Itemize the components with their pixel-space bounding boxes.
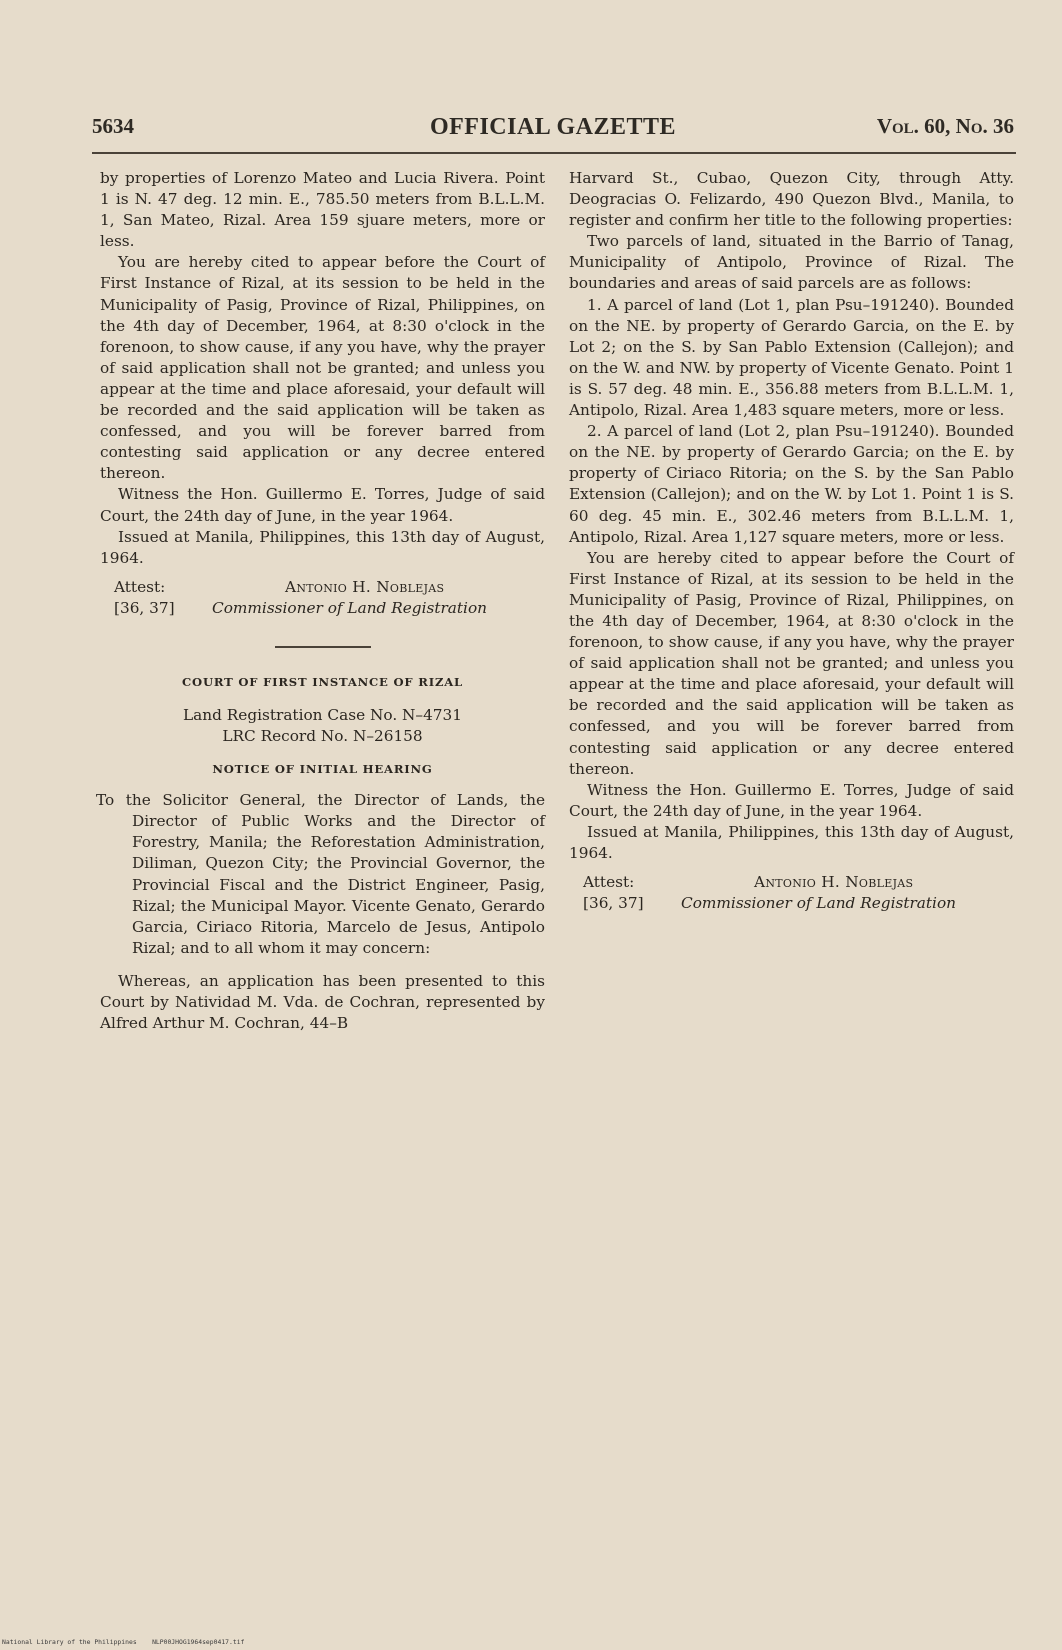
signatory-name: Antonio H. Noblejas <box>285 577 445 596</box>
paragraph: Whereas, an application has been presented to this Court by Natividad M. Vda. de Cochran, represented by Alfred Arthur M. Cochran, 44–B <box>100 971 545 1033</box>
notice-heading: NOTICE OF INITIAL HEARING <box>212 762 433 777</box>
signature-block <box>569 872 1014 914</box>
paragraph: Two parcels of land, situated in the Barrio of Tanag, Municipality of Antipolo, Province of Rizal. The boundaries and areas of said parcels are as follows: <box>569 232 1014 293</box>
header-rule <box>92 152 1016 154</box>
publication-title: OFFICIAL GAZETTE <box>429 114 677 140</box>
footer-file: NLP00JHOG1964sep0417.tif <box>152 1638 245 1646</box>
paragraph: You are hereby cited to appear before the Court of First Instance of Rizal, at its session to be held in the Municipality of Pasig, Province of Rizal, Philippines, on the 4th day of December, 1964, at 8:30 o'clock in the forenoon, to show cause, if any you have, why the prayer of said application shall not be granted; and unless you appear at the time and place aforesaid, your default will be recorded and the said application will be taken as confessed, and you will be forever barred from contesting said application or any decree entered thereon. <box>569 548 1014 778</box>
reference-number: [36, 37] <box>114 598 175 617</box>
signatory-name: Antonio H. Noblejas <box>754 873 914 892</box>
footer-source: National Library of the Philippines <box>2 1638 137 1646</box>
page-header <box>92 114 1014 146</box>
attest-label: Attest: <box>583 873 635 892</box>
page-number: 5634 <box>92 114 134 138</box>
parcel-description: 1. A parcel of land (Lot 1, plan Psu–191240). Bounded on the NE. by property of Gerardo Garcia, on the E. by Lot 2; on the S. by San Pablo Extension (Callejon); and on the W. and NW. by property of Vicente Genato. Point 1 is S. 57 deg. 48 min. E., 356.88 meters from B.L.L.M. 1, Antipolo, Rizal. Area 1,483 square meters, more or less. <box>569 295 1014 420</box>
court-name: COURT OF FIRST INSTANCE OF RIZAL <box>182 674 463 689</box>
paragraph: Harvard St., Cubao, Quezon City, through Atty. Deogracias O. Felizardo, 490 Quezon Blvd., Manila, to register and confirm her title to the following properties: <box>569 169 1014 230</box>
paragraph: by properties of Lorenzo Mateo and Lucia Rivera. Point 1 is N. 47 deg. 12 min. E., 785.50 meters from B.L.L.M. 1, San Mateo, Rizal. Area 159 sjuare meters, more or less. <box>100 169 545 251</box>
parcel-description: 2. A parcel of land (Lot 2, plan Psu–191240). Bounded on the NE. by property of Gerardo Garcia; on the E. by property of Ciriaco Ritoria; on the S. by the San Pablo Extension (Callejon); and on the W. by Lot 1. Point 1 is S. 60 deg. 45 min. E., 302.46 meters from B.L.L.M. 1, Antipolo, Rizal. Area 1,127 square meters, more or less. <box>569 422 1014 546</box>
signatory-office: Commissioner of Land Registration <box>681 894 957 913</box>
signatory-office: Commissioner of Land Registration <box>212 598 488 617</box>
right-column <box>569 168 1014 914</box>
left-column <box>96 168 545 1034</box>
paragraph: Witness the Hon. Guillermo E. Torres, Judge of said Court, the 24th day of June, in the year 1964. <box>100 485 545 525</box>
paragraph: Issued at Manila, Philippines, this 13th day of August, 1964. <box>100 527 545 567</box>
volume-number: Vol. 60, No. 36 <box>876 114 1014 138</box>
attest-label: Attest: <box>114 577 166 596</box>
addressees: To the Solicitor General, the Director of Lands, the Director of Public Works and the Director of Forestry, Manila; the Reforestation Administration, Diliman, Quezon City; the Provincial Governor, the Provincial Fiscal and the District Engineer, Pasig, Rizal; the Municipal Mayor. Vicente Genato, Gerardo Garcia, Ciriaco Ritoria, Marcelo de Jesus, Antipolo Rizal; and to all whom it may concern: <box>96 791 545 957</box>
record-number: LRC Record No. N–26158 <box>222 726 423 745</box>
paragraph: Issued at Manila, Philippines, this 13th day of August, 1964. <box>569 822 1014 862</box>
case-number: Land Registration Case No. N–4731 <box>182 705 463 724</box>
paragraph: Witness the Hon. Guillermo E. Torres, Judge of said Court, the 24th day of June, in the year 1964. <box>569 780 1014 820</box>
signature-block <box>100 577 545 619</box>
scan-footer <box>2 1638 244 1646</box>
section-divider <box>275 646 371 648</box>
paragraph: You are hereby cited to appear before the Court of First Instance of Rizal, at its session to be held in the Municipality of Pasig, Province of Rizal, Philippines, on the 4th day of December, 1964, at 8:30 o'clock in the forenoon, to show cause, if any you have, why the prayer of said application shall not be granted; and unless you appear at the time and place aforesaid, your default will be recorded and the said application will be taken as confessed, and you will be forever barred from contesting said application or any decree entered thereon. <box>100 253 545 483</box>
reference-number: [36, 37] <box>583 894 644 913</box>
